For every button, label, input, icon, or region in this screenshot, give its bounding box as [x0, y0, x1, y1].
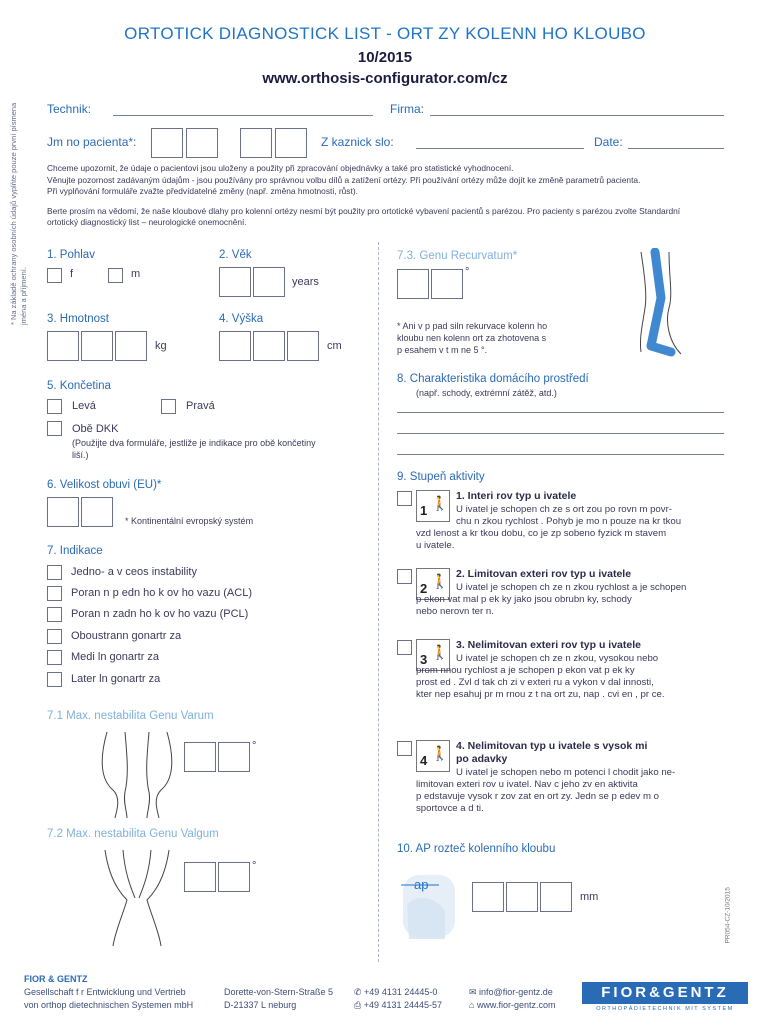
footer-company: FIOR & GENTZ — [24, 974, 88, 984]
indication-checkbox[interactable] — [47, 650, 62, 665]
ap-label: ap — [414, 877, 429, 892]
valgum-digit-box[interactable] — [218, 862, 250, 892]
date-field[interactable] — [628, 148, 724, 149]
activity-level-checkbox[interactable] — [397, 741, 412, 756]
form-title: ORTOTICK DIAGNOSTICK LIST - ORT ZY KOLENN HO KLOUBO — [124, 24, 646, 43]
footer-web[interactable]: www.fior-gentz.com — [476, 999, 556, 1010]
limb-both-label: Obě DKK — [72, 423, 119, 435]
firma-label: Firma: — [390, 102, 424, 116]
gender-m-label: m — [131, 268, 141, 280]
shoe-size-heading: 6. Velikost obuvi (EU)* — [47, 479, 162, 491]
form-url[interactable]: www.orthosis-configurator.com/cz — [262, 70, 508, 87]
intro-line: Věnujte pozornost zadávaným údajům - jsou používány pro správnou volbu dílů a zatížení ortézy. Při používání ortézy může dojít ke změně parametrů pacienta. — [47, 174, 641, 185]
weight-digit-box[interactable] — [81, 331, 113, 361]
ap-unit: mm — [580, 891, 599, 903]
weight-heading: 3. Hmotnost — [47, 313, 109, 325]
intro-line: ortotický diagnostický list – neurologické onemocnění. — [47, 217, 247, 227]
activity-level-text: U ivatel je schopen ch ze n zkou, vysokou nebo — [456, 653, 659, 664]
indication-label: Poran n zadn ho k ov ho vazu (PCL) — [71, 608, 249, 620]
recurvatum-degree: ° — [465, 266, 470, 278]
valgum-degree: ° — [252, 860, 257, 872]
walking-person-icon: 🚶 — [431, 644, 449, 660]
footer-company-desc — [24, 986, 193, 1011]
footer-line: D-21337 L neburg — [224, 999, 297, 1010]
limb-right-label: Pravá — [186, 400, 215, 412]
customer-number-field[interactable] — [416, 148, 584, 149]
activity-level-icon — [416, 740, 450, 772]
activity-level-text: U ivatel je schopen nebo m potenci l chodit jako ne- — [456, 767, 676, 778]
leg-recurvatum-illustration — [625, 248, 685, 358]
indication-label: Jedno- a v ceos instability — [71, 566, 197, 578]
activity-level-number: 2 — [420, 581, 428, 596]
home-environment-note: (např. schody, extrémní zátěž, atd.) — [416, 388, 557, 398]
recurvatum-digit-box[interactable] — [397, 269, 429, 299]
age-heading: 2. Věk — [219, 249, 252, 261]
indication-label: Later ln gonartr za — [71, 673, 161, 685]
form-code: PR054-CZ-10/2015 — [724, 887, 732, 944]
varum-heading: 7.1 Max. nestabilita Genu Varum — [47, 710, 214, 722]
activity-level-title: 4. Nelimitovan typ u ivatele s vysok mi — [456, 740, 648, 752]
footer-line: Gesellschaft f r Entwicklung und Vertrieb — [24, 987, 186, 997]
logo-tagline: ORTHOPÄDIETECHNIK MIT SYSTEM — [596, 1006, 734, 1012]
gender-f-label: f — [70, 268, 74, 280]
activity-level-title: 2. Limitovan exteri rov typ u ivatele — [456, 568, 632, 580]
recurvatum-note-line: kloubu nen kolenn ort za zhotovena s — [397, 333, 547, 343]
activity-level-text: nebo nerovn ter n. — [416, 606, 494, 617]
ap-digit-box[interactable] — [540, 882, 572, 912]
home-environment-line[interactable] — [397, 412, 724, 413]
customer-number-label: Z kaznick slo: — [321, 135, 394, 149]
activity-level-title: po adavky — [456, 753, 508, 765]
recurvatum-heading: 7.3. Genu Recurvatum* — [397, 250, 518, 262]
activity-level-number: 3 — [420, 652, 428, 667]
activity-level-checkbox[interactable] — [397, 491, 412, 506]
firma-field[interactable] — [430, 115, 724, 116]
home-environment-line[interactable] — [397, 454, 724, 455]
indication-checkbox[interactable] — [47, 607, 62, 622]
form-version: 10/2015 — [357, 49, 413, 66]
footer — [0, 968, 770, 1024]
ap-digit-box[interactable] — [472, 882, 504, 912]
activity-level-text: u ivatele. — [416, 540, 455, 551]
patient-initial-box[interactable] — [186, 128, 218, 158]
fax-icon: ⎙ — [354, 999, 364, 1010]
walking-person-icon: 🚶 — [431, 745, 449, 761]
activity-level-text: prost ed . Zvl d tak ch zi v exteri ru a vykon v dal innosti, — [416, 677, 654, 688]
activity-level-text: sportovce a d ti. — [416, 803, 484, 814]
activity-level-checkbox[interactable] — [397, 569, 412, 584]
age-digit-box[interactable] — [219, 267, 251, 297]
valgum-heading: 7.2 Max. nestabilita Genu Valgum — [47, 828, 219, 840]
footer-phone: +49 4131 24445-0 — [364, 987, 438, 997]
footer-line: Dorette-von-Stern-Straße 5 — [224, 987, 334, 997]
gender-m-checkbox[interactable] — [108, 268, 123, 283]
technik-field[interactable] — [113, 115, 373, 116]
patient-initial-box[interactable] — [275, 128, 307, 158]
ap-digit-box[interactable] — [506, 882, 538, 912]
activity-level-text: p ekon vat mal p ek ky jako jsou obrubn ky, schody — [416, 594, 632, 605]
activity-level-number: 1 — [420, 503, 428, 518]
gender-heading: 1. Pohlav — [47, 249, 95, 261]
activity-level-checkbox[interactable] — [397, 640, 412, 655]
knee-ap-illustration — [395, 865, 465, 945]
activity-level-text: limitovan exteri rov u ivatel. Nav c jeho zv en aktivita — [416, 779, 638, 790]
height-digit-box[interactable] — [219, 331, 251, 361]
limb-left-checkbox[interactable] — [47, 399, 62, 414]
activity-heading: 9. Stupeň aktivity — [397, 471, 485, 483]
walking-person-icon: 🚶 — [431, 495, 449, 511]
indication-checkbox[interactable] — [47, 565, 62, 580]
weight-digit-box[interactable] — [115, 331, 147, 361]
footer-address — [224, 986, 333, 1011]
intro-line: Chceme upozornit, že údaje o pacientovi jsou uloženy a použity při zpracování objednávky a také pro statistické vyhodnocení. — [47, 163, 514, 173]
height-heading: 4. Výška — [219, 313, 264, 325]
phone-icon: ✆ — [354, 987, 365, 997]
limb-right-checkbox[interactable] — [161, 399, 176, 414]
intro-line: Při vyplňování formuláře zvažte předvídatelné změny (např. změna hmotnosti, růst). — [47, 186, 358, 196]
varum-digit-box[interactable] — [184, 742, 216, 772]
activity-level-text: p edstavuje vysok r zov zat en ort zy. Jedn se p edev m o — [416, 791, 659, 802]
indication-checkbox[interactable] — [47, 586, 62, 601]
recurvatum-note — [397, 320, 597, 356]
age-digit-box[interactable] — [253, 267, 285, 297]
indication-checkbox[interactable] — [47, 629, 62, 644]
activity-level-text: prom nnou rychlost a je schopen p ekon vat p ek ky — [416, 665, 635, 676]
activity-level-text: chu n zkou rychlost . Pohyb je mo n pouze na kr tkou — [456, 516, 682, 527]
recurvatum-digit-box[interactable] — [431, 269, 463, 299]
activity-level-title: 1. Interi rov typ u ivatele — [456, 490, 577, 502]
indication-label: Medi ln gonartr za — [71, 651, 160, 663]
indication-label: Oboustrann gonartr za — [71, 630, 182, 642]
home-environment-line[interactable] — [397, 433, 724, 434]
intro-line: Berte prosím na vědomí, že naše kloubové dlahy pro kolenní ortézy nesmí být použity pro ortotické vybavení pacientů s parézou. Pro pacienty s parézou zvolte Standardní — [47, 205, 681, 216]
column-divider — [378, 242, 379, 962]
activity-level-icon — [416, 490, 450, 522]
date-label: Date: — [594, 135, 623, 149]
gender-f-checkbox[interactable] — [47, 268, 62, 283]
footer-email[interactable]: info@fior-gentz.de — [479, 987, 553, 997]
indication-heading: 7. Indikace — [47, 545, 103, 557]
limb-both-note — [72, 437, 372, 461]
activity-level-title: 3. Nelimitovan exteri rov typ u ivatele — [456, 639, 641, 651]
shoe-size-box[interactable] — [81, 497, 113, 527]
limb-left-label: Levá — [72, 400, 96, 412]
patient-name-label: Jm no pacienta*: — [47, 135, 137, 149]
height-unit: cm — [327, 340, 342, 352]
recurvatum-note-line: * Ani v p pad siln rekurvace kolenn ho — [397, 321, 548, 331]
activity-level-text: U ivatel je schopen ch ze n zkou rychlost a je schopen — [456, 582, 687, 593]
limb-heading: 5. Končetina — [47, 380, 111, 392]
patient-initial-box[interactable] — [151, 128, 183, 158]
recurvatum-note-line: p esahem v t m ne 5 °. — [397, 345, 488, 355]
activity-level-number: 4 — [420, 753, 428, 768]
patient-initial-box[interactable] — [240, 128, 272, 158]
home-environment-heading: 8. Charakteristika domácího prostředí — [397, 373, 589, 385]
height-digit-box[interactable] — [253, 331, 285, 361]
intro-text — [47, 163, 737, 229]
age-unit: years — [292, 276, 319, 288]
shoe-size-note: * Kontinentální evropský systém — [125, 516, 254, 526]
limb-note-line: (Použijte dva formuláře, jestliže je indikace pro obě končetiny — [72, 438, 316, 448]
activity-level-text: U ivatel je schopen ch ze s ort zou po rovn m povr- — [456, 504, 672, 515]
varum-digit-box[interactable] — [218, 742, 250, 772]
ap-heading: 10. AP rozteč kolenního kloubu — [397, 843, 556, 855]
web-icon: ⌂ — [469, 999, 477, 1010]
height-digit-box[interactable] — [287, 331, 319, 361]
weight-unit: kg — [155, 340, 167, 352]
footer-contact-block — [469, 986, 555, 1011]
walking-person-icon: 🚶 — [431, 573, 449, 589]
activity-level-text: kter nep esahuj pr m rnou z t na ort zu, nap . cvi en , pr ce. — [416, 689, 665, 700]
footer-fax: +49 4131 24445-57 — [363, 999, 443, 1010]
genu-varum-illustration — [97, 730, 177, 820]
genu-valgum-illustration — [97, 848, 177, 948]
limb-both-checkbox[interactable] — [47, 421, 62, 436]
shoe-size-box[interactable] — [47, 497, 79, 527]
activity-level-text: vzd lenost a kr tkou dobu, co je zp sobeno fyzick m stavem — [416, 528, 667, 539]
weight-digit-box[interactable] — [47, 331, 79, 361]
indication-label: Poran n p edn ho k ov ho vazu (ACL) — [71, 587, 252, 599]
privacy-side-note: * Na základě ochrany osobních údajů vyplňte pouze první písmena jména a příjmení. — [9, 102, 28, 325]
varum-degree: ° — [252, 740, 257, 752]
mail-icon: ✉ — [469, 987, 480, 997]
indication-checkbox[interactable] — [47, 672, 62, 687]
fior-gentz-logo: FIOR&GENTZ — [582, 982, 748, 1004]
limb-note-line: liší.) — [72, 450, 89, 460]
valgum-digit-box[interactable] — [184, 862, 216, 892]
technik-label: Technik: — [47, 102, 92, 116]
footer-phone-block — [354, 986, 442, 1011]
footer-line: von orthop dietechnischen Systemen mbH — [24, 999, 194, 1010]
